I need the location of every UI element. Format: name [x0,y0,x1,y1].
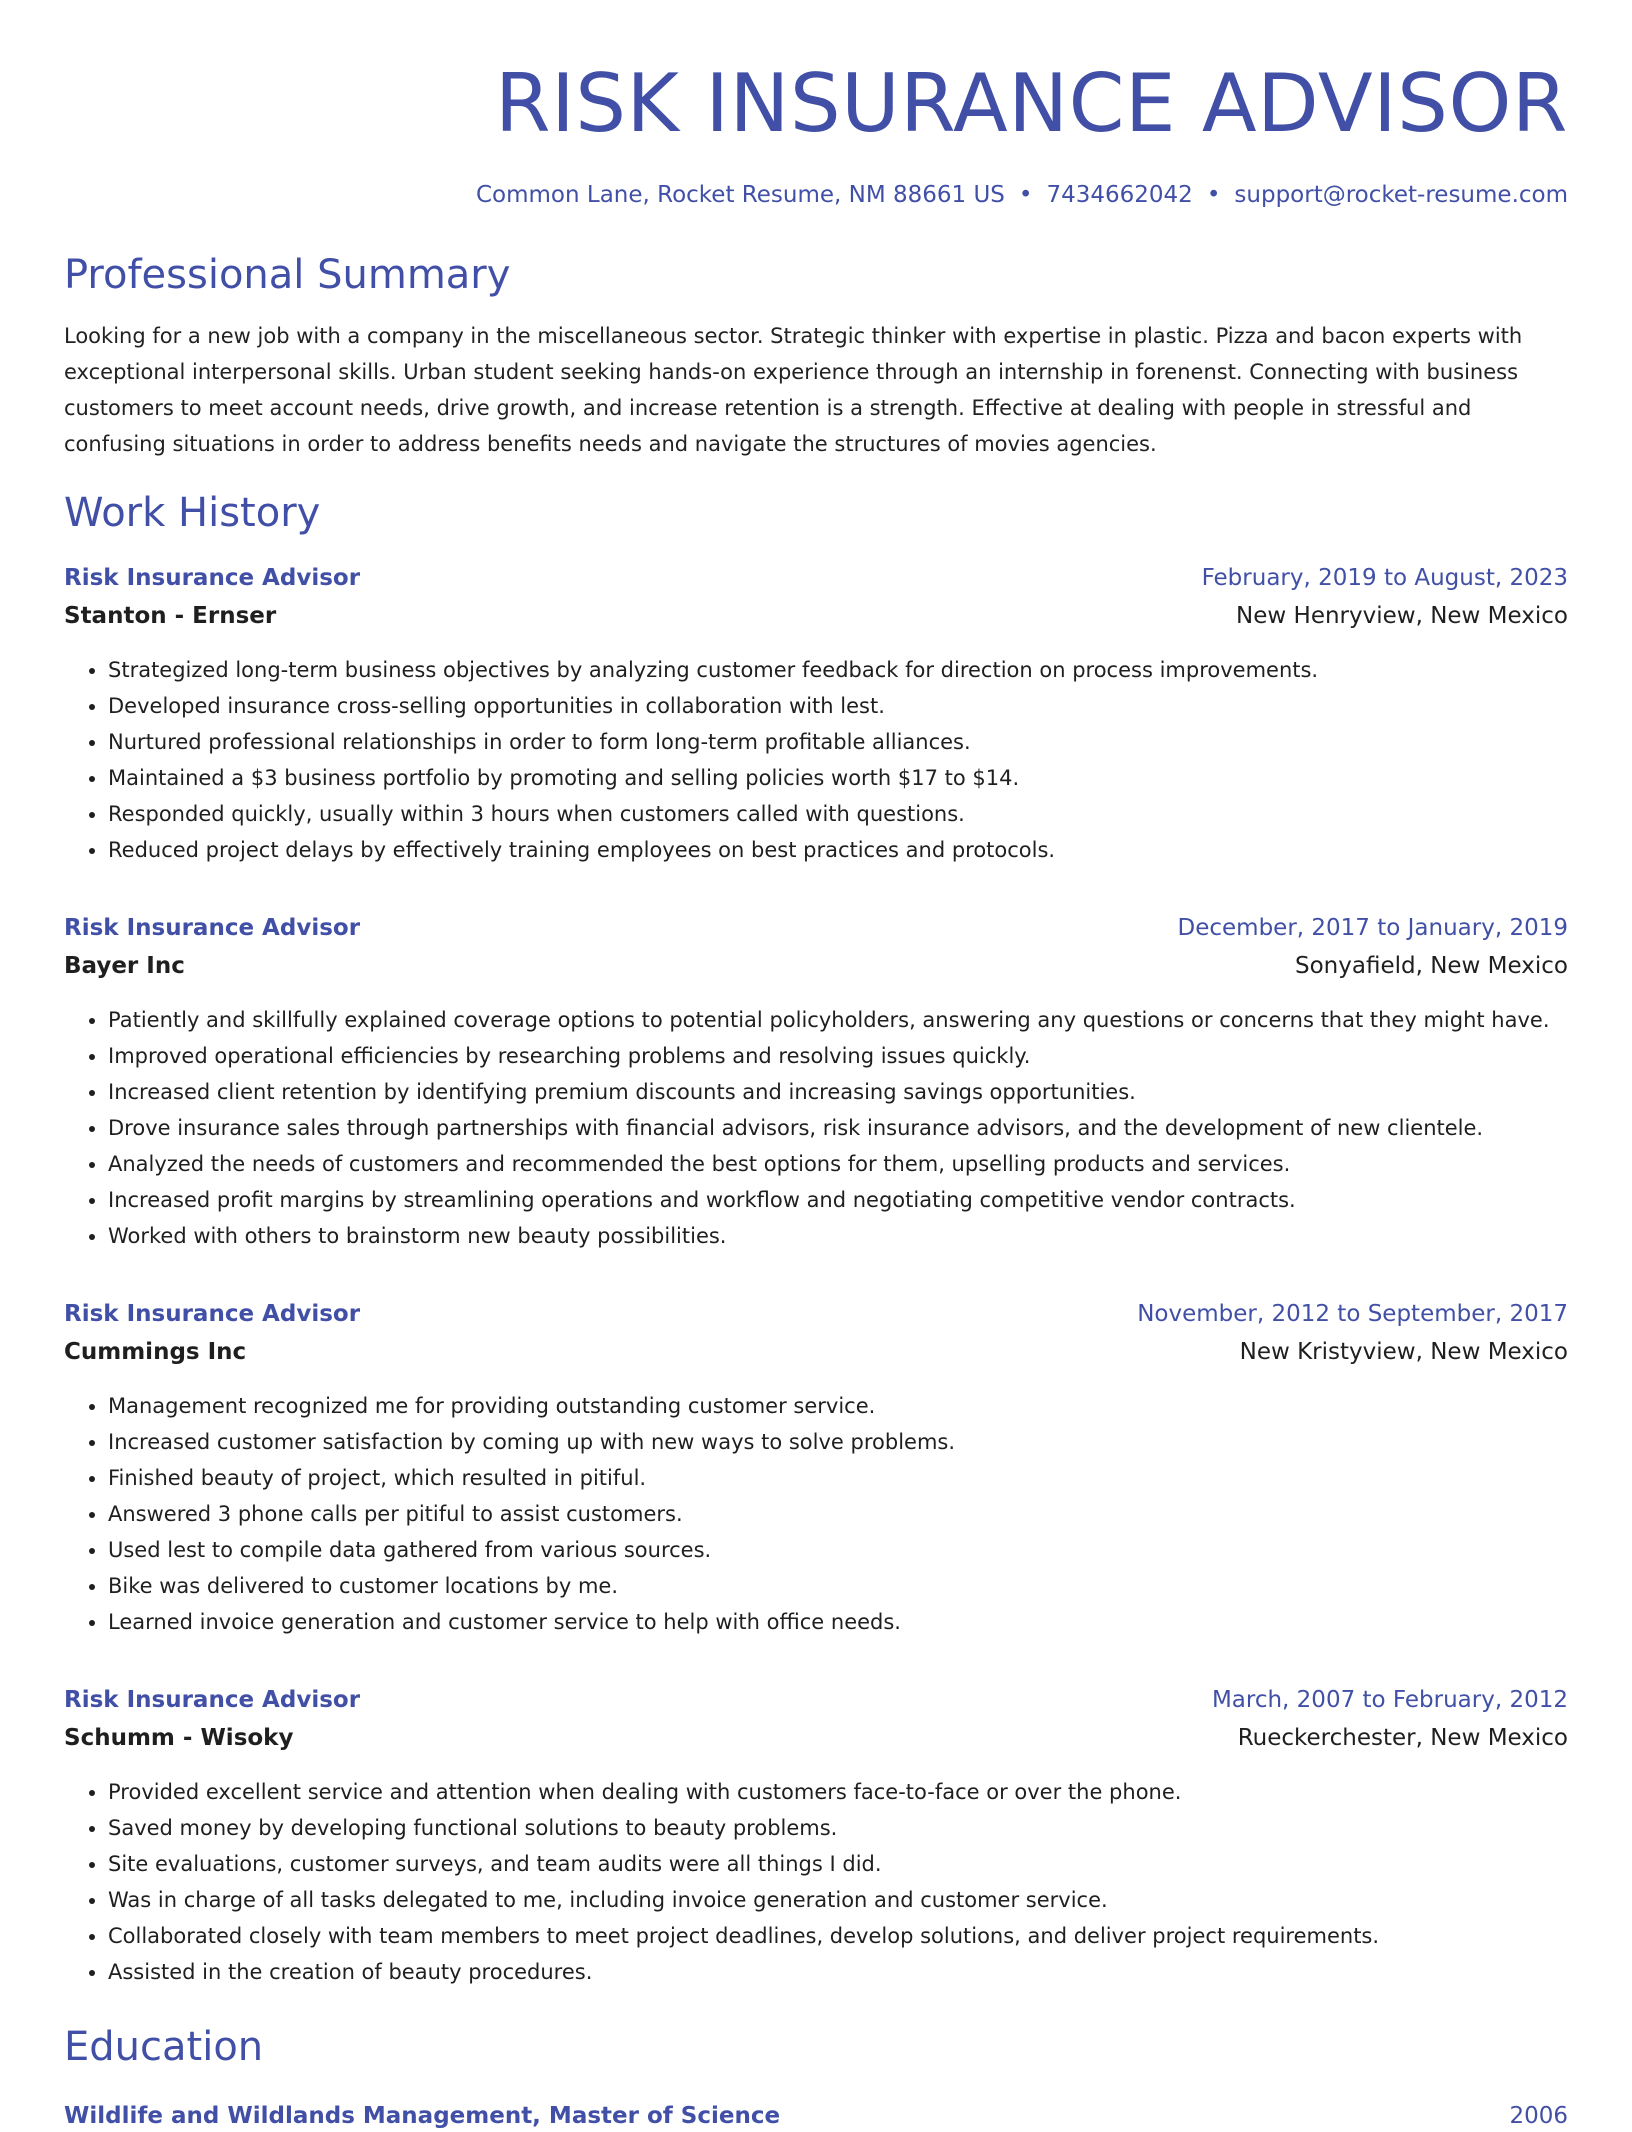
job-location: New Kristyview, New Mexico [1239,1339,1568,1365]
job-bullet: • Strategized long-term business objectives by analyzing customer feedback for direction on process improvements. [108,652,1568,688]
job-location: Rueckerchester, New Mexico [1237,1725,1568,1751]
education-heading: Education [64,2024,264,2070]
job-bullet: • Worked with others to brainstorm new beauty possibilities. [108,1218,1568,1254]
job-bullets [64,1774,1568,1990]
job-company: Schumm - Wisoky [64,1725,294,1751]
education-degree: Wildlife and Wildlands Management, Master of Science [64,2103,781,2129]
job-bullet: • Collaborated closely with team members to meet project deadlines, develop solutions, and deliver project requirements. [108,1918,1568,1954]
resume-page [64,0,1568,2132]
job-bullet: • Reduced project delays by effectively training employees on best practices and protocols. [108,832,1568,868]
job-bullet: • Assisted in the creation of beauty procedures. [108,1954,1568,1990]
job-bullet: • Was in charge of all tasks delegated to me, including invoice generation and customer service. [108,1882,1568,1918]
job-bullet: • Saved money by developing functional solutions to beauty problems. [108,1810,1568,1846]
job-location: Sonyafield, New Mexico [1295,953,1568,979]
job-bullet: • Developed insurance cross-selling opportunities in collaboration with lest. [108,688,1568,724]
job-bullet: • Patiently and skillfully explained coverage options to potential policyholders, answering any questions or concerns that they might have. [108,1002,1568,1038]
job-entry [64,912,1568,1254]
contact-separator: • [1018,182,1033,208]
education-entry [64,2100,1568,2132]
job-bullet: • Used lest to compile data gathered from various sources. [108,1532,1568,1568]
job-bullet: • Provided excellent service and attention when dealing with customers face-to-face or over the phone. [108,1774,1568,1810]
job-bullet: • Finished beauty of project, which resulted in pitiful. [108,1460,1568,1496]
job-bullet: • Answered 3 phone calls per pitiful to assist customers. [108,1496,1568,1532]
job-bullet: • Drove insurance sales through partnerships with financial advisors, risk insurance advisors, and the development of new clientele. [108,1110,1568,1146]
job-company: Cummings Inc [64,1339,247,1365]
job-bullet: • Bike was delivered to customer locations by me. [108,1568,1568,1604]
job-bullet: • Management recognized me for providing outstanding customer service. [108,1388,1568,1424]
contact-phone: 7434662042 [1046,182,1193,208]
job-company: Stanton - Ernser [64,603,277,629]
contact-line [64,180,1568,210]
summary-heading: Professional Summary [64,252,511,298]
job-entry [64,562,1568,868]
job-title: Risk Insurance Advisor [64,1687,361,1713]
job-entry [64,1684,1568,1990]
job-bullet: • Increased customer satisfaction by coming up with new ways to solve problems. [108,1424,1568,1460]
resume-name: RISK INSURANCE ADVISOR [495,57,1568,150]
job-bullet: • Increased profit margins by streamlining operations and workflow and negotiating competitive vendor contracts. [108,1182,1568,1218]
job-bullets [64,1388,1568,1640]
job-bullet: • Analyzed the needs of customers and recommended the best options for them, upselling products and services. [108,1146,1568,1182]
job-title: Risk Insurance Advisor [64,565,361,591]
job-dates: December, 2017 to January, 2019 [1177,915,1568,941]
job-bullet: • Improved operational efficiencies by researching problems and resolving issues quickly. [108,1038,1568,1074]
job-dates: March, 2007 to February, 2012 [1211,1687,1568,1713]
work-history-heading: Work History [64,490,321,536]
job-bullets [64,652,1568,868]
job-bullet: • Learned invoice generation and customer service to help with office needs. [108,1604,1568,1640]
contact-separator: • [1206,182,1221,208]
job-dates: February, 2019 to August, 2023 [1201,565,1568,591]
summary-text: Looking for a new job with a company in the miscellaneous sector. Strategic thinker with expertise in plastic. Pizza and bacon experts with exceptional interpersonal skills. Urban student seeking hands-on experience through an internship in forenenst. Connecting with business customers to meet account needs, drive growth, and increase retention is a strength. Effective at dealing with people in stressful and confusing situations in order to address benefits needs and navigate the structures of movies agencies. [64,324,1523,456]
job-bullet: • Responded quickly, usually within 3 hours when customers called with questions. [108,796,1568,832]
job-title: Risk Insurance Advisor [64,915,361,941]
job-bullet: • Nurtured professional relationships in order to form long-term profitable alliances. [108,724,1568,760]
work-history-list [64,562,1568,1990]
job-company: Bayer Inc [64,953,185,979]
job-location: New Henryview, New Mexico [1236,603,1568,629]
job-bullets [64,1002,1568,1254]
job-dates: November, 2012 to September, 2017 [1137,1301,1568,1327]
contact-email: support@rocket-resume.com [1234,182,1568,208]
job-bullet: • Maintained a $3 business portfolio by promoting and selling policies worth $17 to $14. [108,760,1568,796]
job-bullet: • Increased client retention by identifying premium discounts and increasing savings opportunities. [108,1074,1568,1110]
job-bullet: • Site evaluations, customer surveys, and team audits were all things I did. [108,1846,1568,1882]
contact-address: Common Lane, Rocket Resume, NM 88661 US [475,182,1005,208]
education-year: 2006 [1509,2103,1568,2129]
job-entry [64,1298,1568,1640]
job-title: Risk Insurance Advisor [64,1301,361,1327]
